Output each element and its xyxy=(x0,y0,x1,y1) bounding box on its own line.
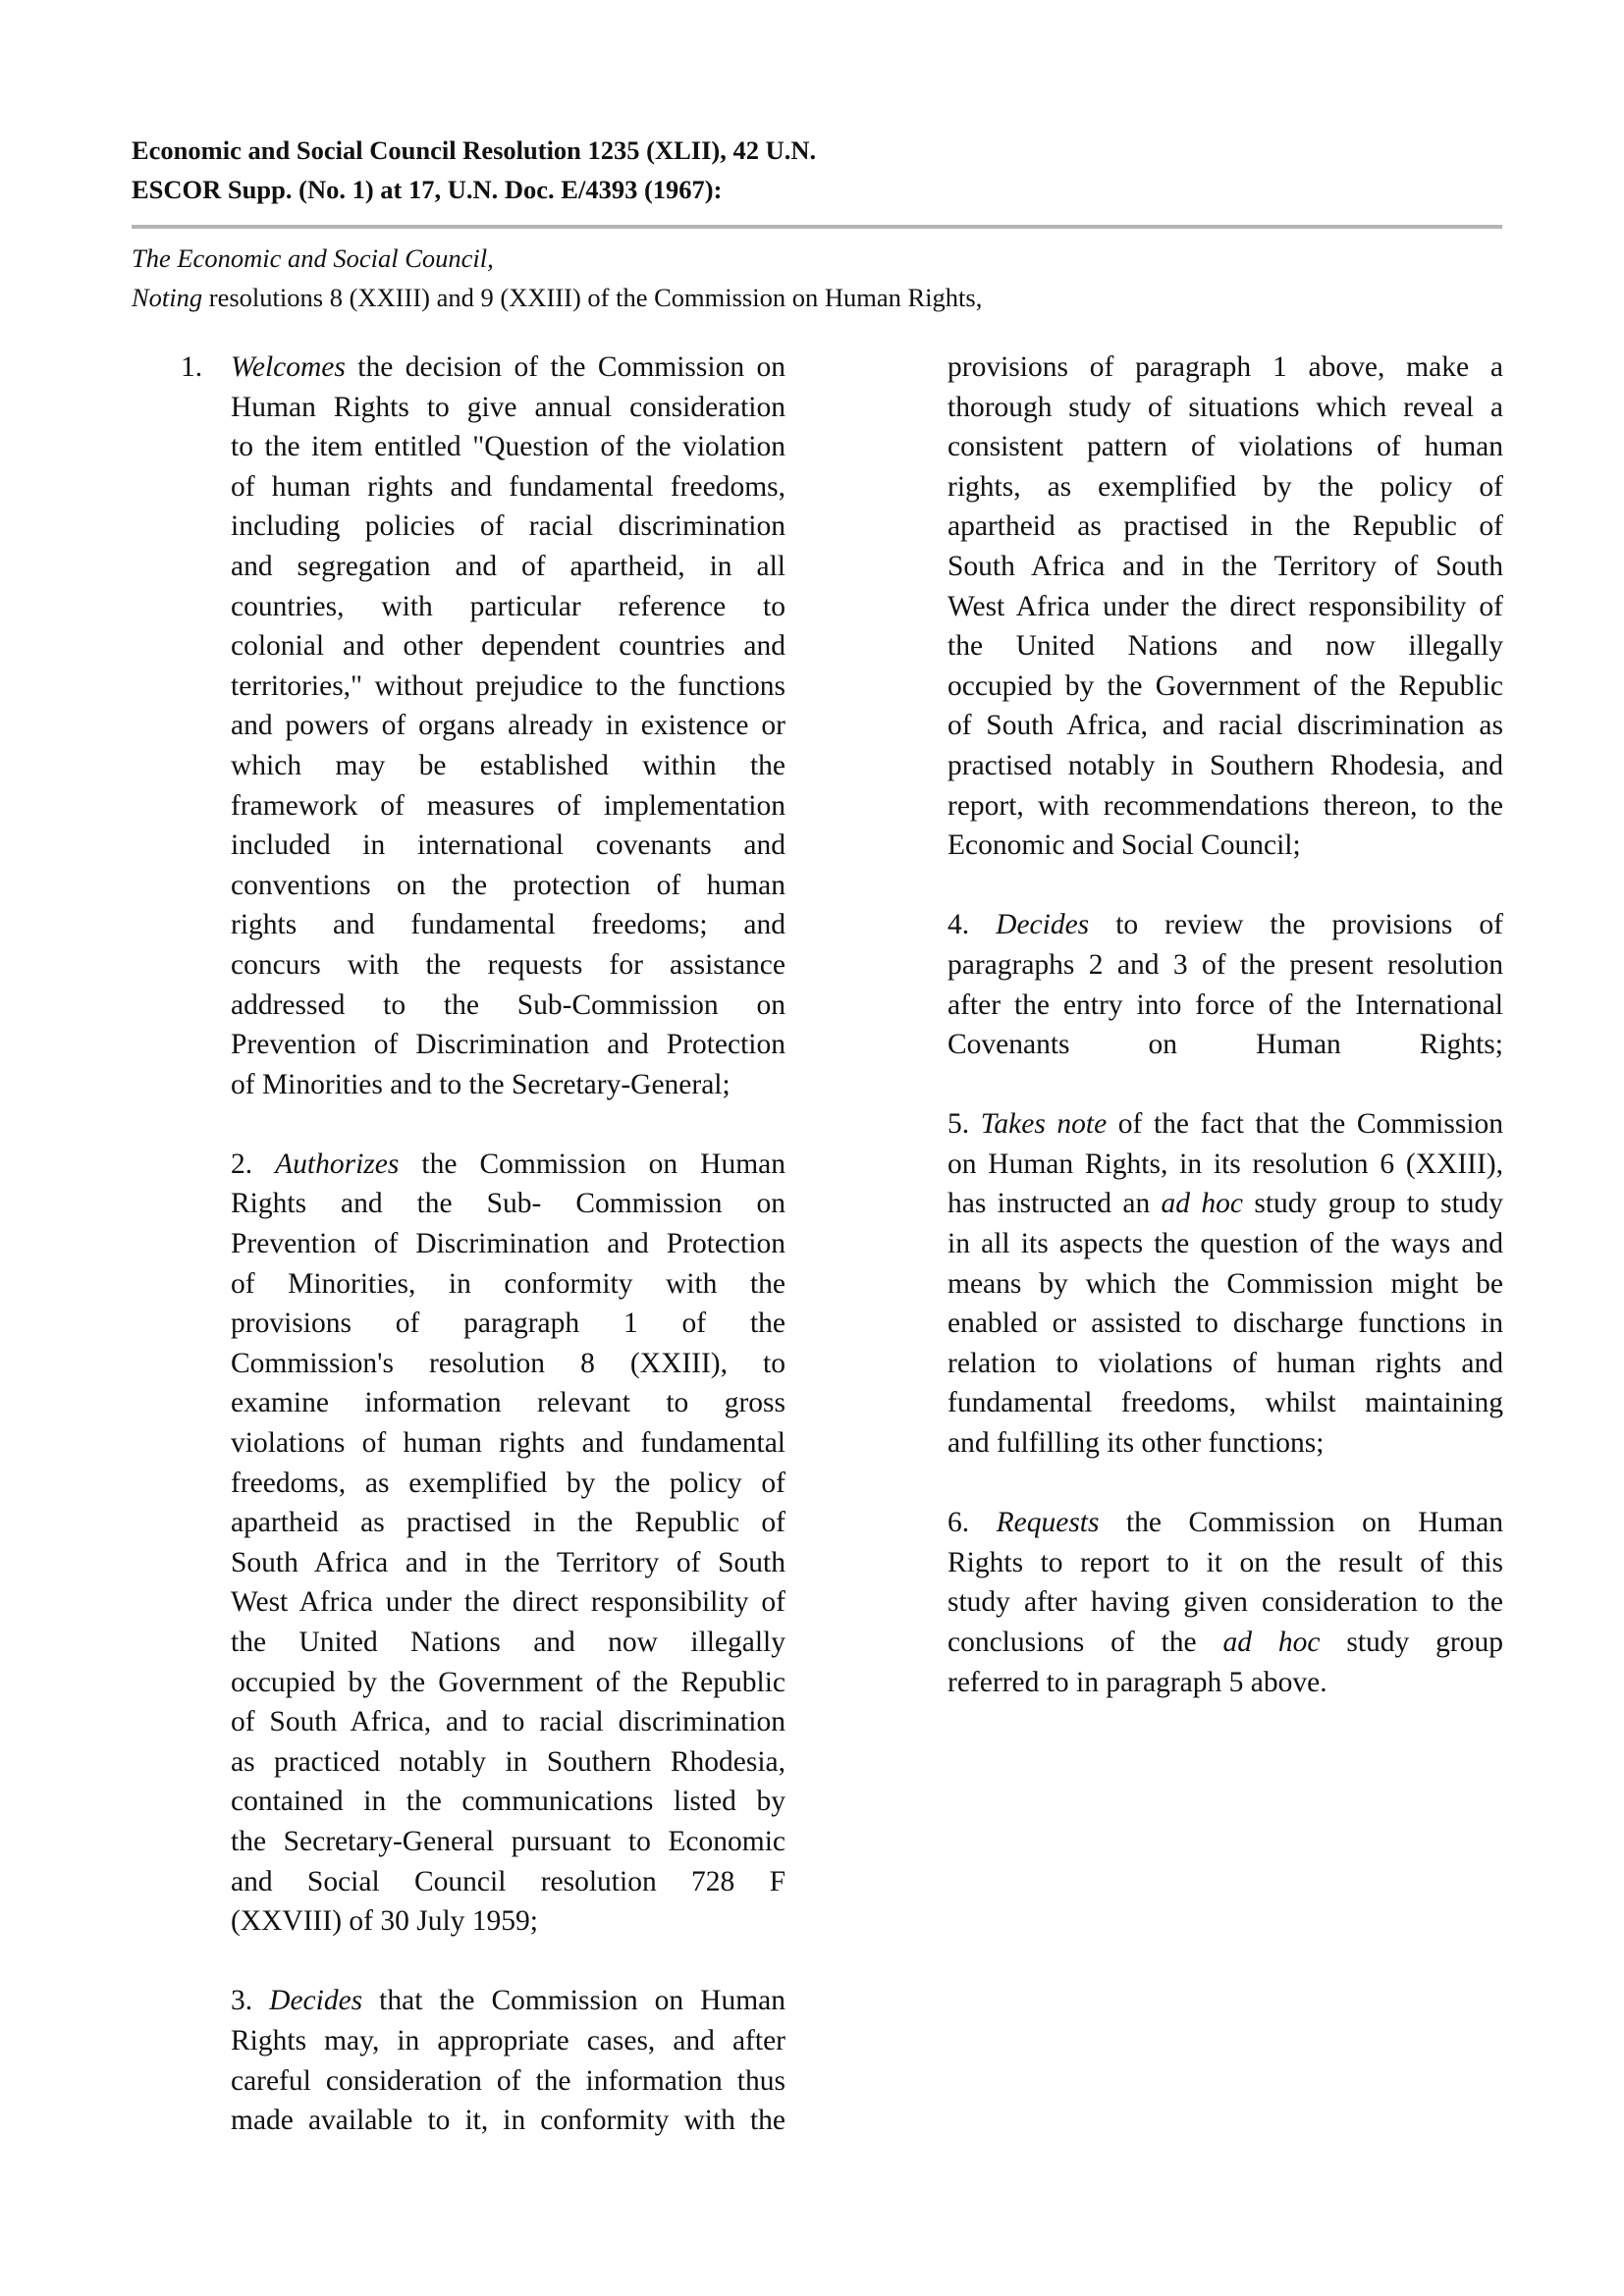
header-divider xyxy=(132,225,1502,229)
preamble-noting: Noting xyxy=(132,283,203,312)
paragraph-2: 2. Authorizes the Commission on Human Rights and the Sub- Commission on Prevention of Discrimination and Protection of Minorities, in conformity with the provisions of paragraph 1 of the Commission's resolution 8 (XXIII), to examine information relevant to gross violations of human rights and fundamental freedoms, as exemplified by the policy of apartheid as practised in the Republic of South Africa and in the Territory of South West Africa under the direct responsibility of the United Nations and now illegally occupied by the Government of the Republic of South Africa, and to racial discrimination as practiced notably in Southern Rhodesia, contained in the communications listed by the Secretary-General pursuant to Economic and Social Council resolution 728 F (XXVIII) of 30 July 1959; xyxy=(231,1148,786,1938)
paragraph-3: 3. Decides that the Commission on Human Rights may, in appropriate cases, and after careful consideration of the information thus made available to it, in conformity with the xyxy=(231,1985,785,2137)
right-column xyxy=(947,347,1503,1742)
preamble-noting-text: resolutions 8 (XXIII) and 9 (XXIII) of the Commission on Human Rights, xyxy=(202,283,983,312)
preamble-council: The Economic and Social Council, xyxy=(132,243,494,273)
paragraph-5-number: 5. xyxy=(947,1108,970,1141)
paragraph-5-keyword: Takes note xyxy=(980,1108,1108,1141)
ad-hoc-term: ad hoc xyxy=(1222,1627,1321,1658)
paragraph-1-keyword: Welcomes xyxy=(231,351,346,383)
paragraph-6-keyword: Requests xyxy=(996,1507,1100,1539)
paragraph-6: 6. Requests the Commission on Human Rights to report to it on the result of this study after having given consideration to the conclusions of the ad hoc study group referred to in paragraph 5 above. xyxy=(947,1507,1504,1698)
document-title xyxy=(132,131,1506,209)
paragraph-3-number: 3. xyxy=(231,1985,253,2017)
paragraph-4-number: 4. xyxy=(947,909,970,941)
title-line-1: Economic and Social Council Resolution 1235 (XLII), 42 U.N. xyxy=(132,135,817,165)
paragraph-2-number: 2. xyxy=(231,1148,253,1180)
paragraph-4-keyword: Decides xyxy=(996,909,1090,941)
paragraph-5: 5. Takes note of the fact that the Commission on Human Rights, in its resolution 6 (XXIII), has instructed an ad hoc study group to study in all its aspects the question of the ways and means by which the Commission might be enabled or assisted to discharge functions in relation to violations of human rights and fundamental freedoms, whilst maintaining and fulfilling its other functions; xyxy=(947,1108,1504,1460)
paragraph-3-continued: provisions of paragraph 1 above, make a thorough study of situations which reveal a consistent pattern of violations of human rights, as exemplified by the policy of apartheid as practised in the Republic of South Africa and in the Territory of South West Africa under the direct responsibility of the United Nations and now illegally occupied by the Government of the Republic of South Africa, and racial discrimination as practised notably in Southern Rhodesia, and report, with recommendations thereon, to the Economic and Social Council; xyxy=(947,351,1503,862)
preamble xyxy=(132,239,1506,317)
paragraph-1: Welcomes the decision of the Commission on Human Rights to give annual consideration to the item entitled "Question of the violation of human rights and fundamental freedoms, including policies of racial discrimination and segregation and of apartheid, in all countries, with particular reference to colonial and other dependent countries and territories," without prejudice to the functions and powers of organs already in existence or which may be established within the framework of measures of implementation included in international covenants and conventions on the protection of human rights and fundamental freedoms; and concurs with the requests for assistance addressed to the Sub-Commission on Prevention of Discrimination and Protection of Minorities and to the Secretary-General; xyxy=(231,351,785,1100)
left-column xyxy=(231,347,785,2180)
title-line-2: ESCOR Supp. (No. 1) at 17, U.N. Doc. E/4393 (1967): xyxy=(132,175,723,204)
paragraph-1-number: 1. xyxy=(181,351,203,383)
paragraph-2-keyword: Authorizes xyxy=(275,1148,400,1180)
paragraph-6-number: 6. xyxy=(947,1507,970,1539)
ad-hoc-term: ad hoc xyxy=(1161,1188,1243,1220)
paragraph-3-keyword: Decides xyxy=(269,1985,363,2017)
paragraph-4: 4. Decides to review the provisions of paragraphs 2 and 3 of the present resolution after the entry into force of the International Covenants on Human Rights; xyxy=(947,909,1504,1061)
